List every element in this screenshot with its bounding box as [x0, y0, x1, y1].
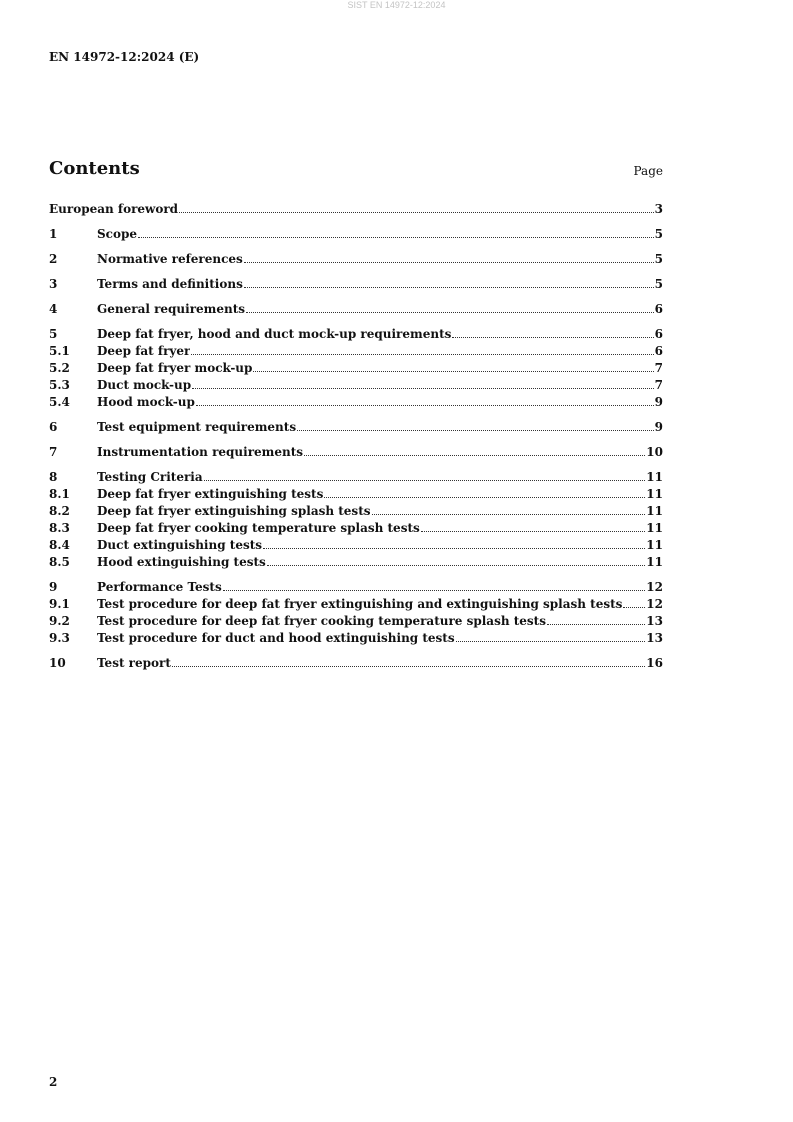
page-number: 2 [49, 1075, 58, 1089]
dot-leader [372, 514, 646, 515]
toc-entry-page: 12 [646, 597, 663, 611]
toc-entry-page: 7 [654, 378, 663, 392]
toc-entry-page: 11 [646, 538, 663, 552]
toc-entry-title: Performance Tests [97, 580, 222, 594]
toc-entry-page: 5 [654, 227, 663, 241]
dot-leader [172, 666, 645, 667]
dot-leader [304, 455, 645, 456]
dot-leader [191, 354, 653, 355]
toc-entry-number: 4 [49, 302, 58, 316]
toc-entry-title: Deep fat fryer cooking temperature splash tests [97, 521, 420, 535]
dot-leader [196, 405, 654, 406]
toc-entry[interactable] [49, 445, 663, 462]
toc-entry[interactable] [49, 487, 663, 504]
toc-entry-title: Test report [97, 656, 171, 670]
dot-leader [547, 624, 645, 625]
dot-leader [138, 237, 654, 238]
toc-entry-number: 6 [49, 420, 58, 434]
toc-entry-title: Deep fat fryer extinguishing splash tests [97, 504, 371, 518]
dot-leader [253, 371, 653, 372]
toc-entry-title: Duct mock-up [97, 378, 192, 392]
toc-entry-title: Scope [97, 227, 138, 241]
toc-entry-page: 6 [654, 344, 663, 358]
toc-entry-title: Normative references [97, 252, 243, 266]
toc-entry-title: Hood extinguishing tests [97, 555, 266, 569]
toc-entry-title: Test procedure for deep fat fryer cooking temperature splash tests [97, 614, 546, 628]
toc-entry-number: 8.1 [49, 487, 70, 501]
toc-entry-page: 9 [654, 420, 663, 434]
dot-leader [263, 548, 645, 549]
toc-entry-number: 7 [49, 445, 58, 459]
toc-entry-title: Test procedure for duct and hood extinguishing tests [97, 631, 455, 645]
toc-entry-page: 7 [654, 361, 663, 375]
toc-entry-number: 5.3 [49, 378, 70, 392]
toc-entry[interactable] [49, 302, 663, 319]
toc-entry-page: 10 [646, 445, 663, 459]
toc-entry[interactable] [49, 420, 663, 437]
toc-entry[interactable] [49, 555, 663, 572]
toc-entry[interactable] [49, 327, 663, 344]
toc-entry-page: 11 [646, 555, 663, 569]
dot-leader [456, 641, 646, 642]
dot-leader [246, 312, 654, 313]
toc-entry[interactable] [49, 538, 663, 555]
toc-entry-page: 11 [646, 504, 663, 518]
toc-entry-number: 10 [49, 656, 66, 670]
toc-entry-page: 6 [654, 302, 663, 316]
dot-leader [244, 287, 654, 288]
toc-entry-title: Instrumentation requirements [97, 445, 304, 459]
toc-entry-title: Testing Criteria [97, 470, 203, 484]
toc-entry[interactable] [49, 470, 663, 487]
toc-entry-number: 8.3 [49, 521, 70, 535]
page-column-label: Page [633, 164, 663, 178]
toc-entry-page: 11 [646, 487, 663, 501]
toc-entry-page: 3 [654, 202, 663, 216]
toc-entry[interactable] [49, 378, 663, 395]
toc-entry-page: 12 [646, 580, 663, 594]
toc-entry-number: 1 [49, 227, 58, 241]
toc-entry[interactable] [49, 504, 663, 521]
dot-leader [421, 531, 646, 532]
toc-entry-page: 11 [646, 470, 663, 484]
dot-leader [244, 262, 654, 263]
toc-entry-number: 5.1 [49, 344, 70, 358]
toc-entry-title: Duct extinguishing tests [97, 538, 263, 552]
dot-leader [204, 480, 646, 481]
toc-entry-number: 3 [49, 277, 58, 291]
dot-leader [297, 430, 654, 431]
toc-entry[interactable] [49, 361, 663, 378]
toc-entry-page: 13 [646, 631, 663, 645]
toc-entry-number: 9.3 [49, 631, 70, 645]
toc-entry-number: 5.4 [49, 395, 70, 409]
toc-entry-number: 2 [49, 252, 58, 266]
toc-entry-page: 13 [646, 614, 663, 628]
toc-entry-title: Terms and definitions [97, 277, 243, 291]
dot-leader [192, 388, 654, 389]
toc-entry[interactable] [49, 597, 663, 614]
toc-entry-number: 8.2 [49, 504, 70, 518]
toc-entry-number: 9.1 [49, 597, 70, 611]
toc-entry-page: 5 [654, 252, 663, 266]
toc-entry-title: Deep fat fryer mock-up [97, 361, 253, 375]
toc-entry-title: Test equipment requirements [97, 420, 297, 434]
toc-entry-page: 9 [654, 395, 663, 409]
toc-heading: Contents [49, 158, 140, 179]
toc-entry-number: 9.2 [49, 614, 70, 628]
toc-entry-title: Deep fat fryer extinguishing tests [97, 487, 324, 501]
toc-entry-page: 11 [646, 521, 663, 535]
dot-leader [179, 212, 654, 213]
dot-leader [623, 607, 645, 608]
toc-entry-page: 16 [646, 656, 663, 670]
dot-leader [267, 565, 646, 566]
watermark: SIST EN 14972-12:2024 [347, 0, 446, 10]
toc-entry[interactable] [49, 580, 663, 597]
toc-entry[interactable] [49, 614, 663, 631]
toc-entry-number: 9 [49, 580, 58, 594]
toc-entry[interactable] [49, 395, 663, 412]
toc-entry-number: 8.5 [49, 555, 70, 569]
toc-entry-number: 8.4 [49, 538, 70, 552]
toc-entry[interactable] [49, 252, 663, 269]
toc-entry[interactable] [49, 202, 663, 219]
toc-entry-number: 5.2 [49, 361, 70, 375]
toc-entry-page: 6 [654, 327, 663, 341]
toc-entry[interactable] [49, 344, 663, 361]
toc-entry-page: 5 [654, 277, 663, 291]
toc-entry[interactable] [49, 631, 663, 648]
dot-leader [223, 590, 646, 591]
toc-entry[interactable] [49, 227, 663, 244]
dot-leader [324, 497, 645, 498]
toc-entry-title: General requirements [97, 302, 246, 316]
toc-entry-title: Test procedure for deep fat fryer extinguishing and extinguishing splash tests [97, 597, 623, 611]
dot-leader [452, 337, 653, 338]
table-of-contents [49, 202, 663, 673]
toc-entry[interactable] [49, 521, 663, 538]
toc-entry[interactable] [49, 277, 663, 294]
toc-entry-number: 8 [49, 470, 58, 484]
document-identifier: EN 14972-12:2024 (E) [49, 50, 200, 64]
toc-entry-title: Hood mock-up [97, 395, 195, 409]
toc-entry-number: 5 [49, 327, 58, 341]
toc-entry-title: Deep fat fryer [97, 344, 191, 358]
toc-entry[interactable] [49, 656, 663, 673]
toc-entry-title: European foreword [49, 202, 179, 216]
toc-entry-title: Deep fat fryer, hood and duct mock-up requirements [97, 327, 452, 341]
